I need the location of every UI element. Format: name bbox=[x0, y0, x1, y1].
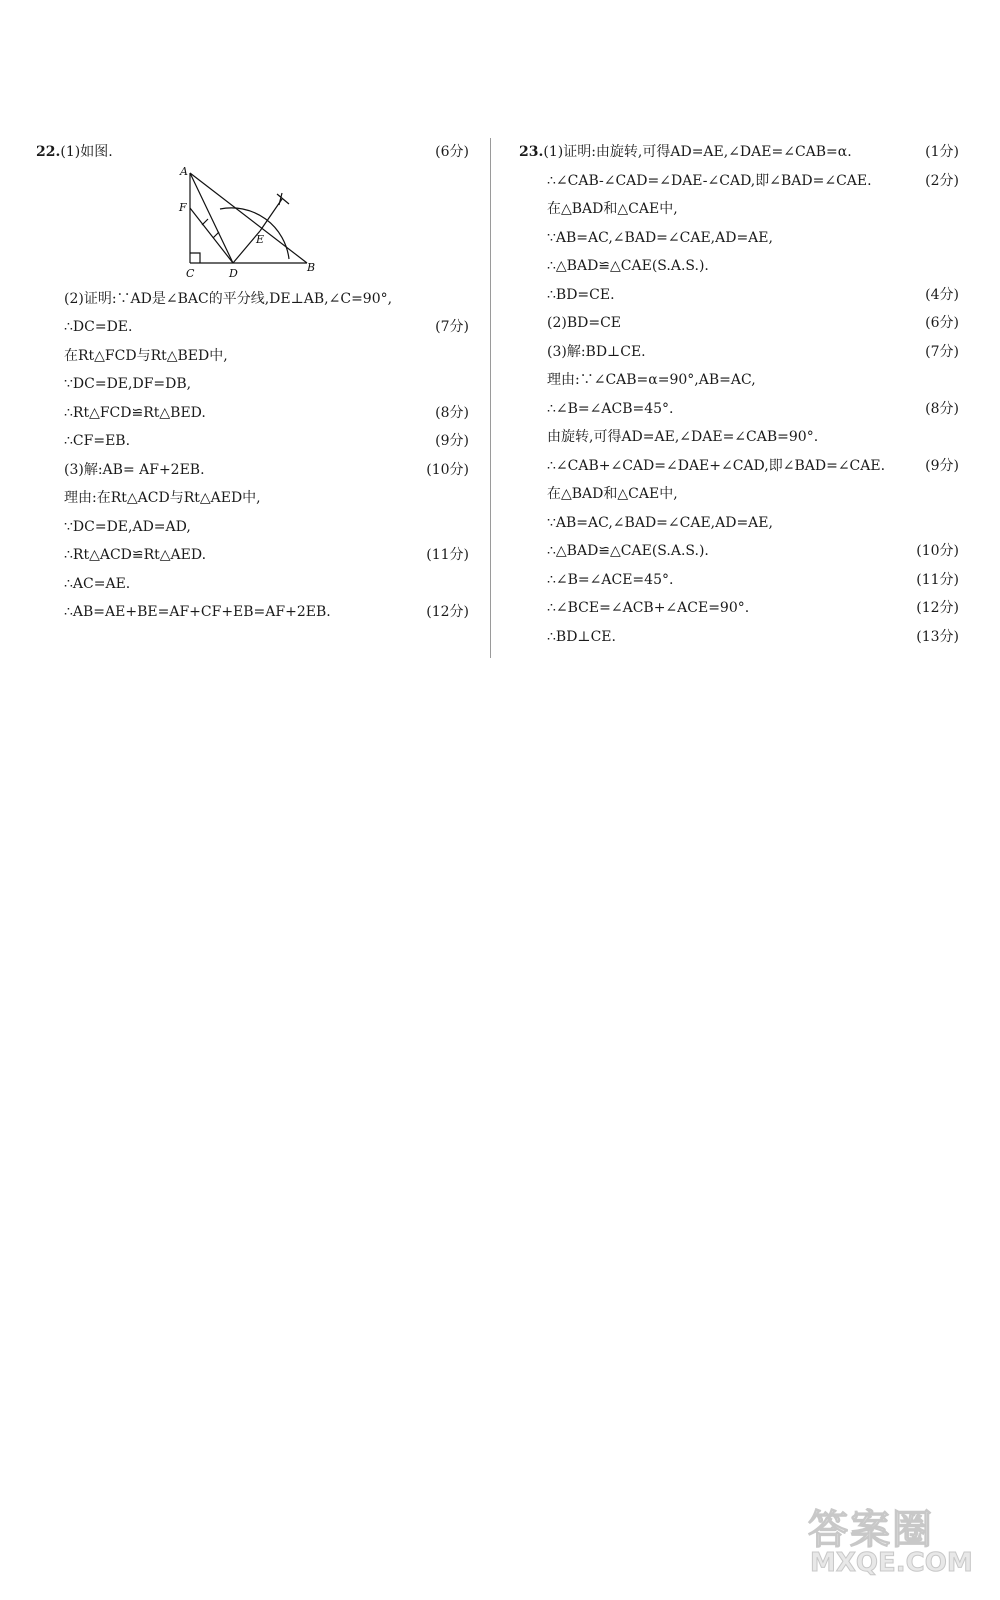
q23-number: 23. bbox=[519, 144, 544, 160]
q22-line: (3)解:AB= AF+2EB. (10分) bbox=[64, 461, 469, 478]
q23-line: ∴∠B=∠ACE=45°. (11分) bbox=[547, 571, 959, 588]
watermark-url: MXQE.COM bbox=[810, 1548, 973, 1578]
q22-line: ∴CF=EB. (9分) bbox=[64, 433, 469, 449]
label-c: C bbox=[186, 266, 195, 280]
q22-line: ∵DC=DE,AD=AD, bbox=[64, 518, 191, 535]
q22-line: ∴DC=DE. (7分) bbox=[64, 319, 469, 335]
q23-header-score: (1分) bbox=[925, 144, 959, 160]
segment-ad bbox=[190, 173, 233, 263]
column-divider bbox=[490, 138, 491, 658]
geometry-diagram bbox=[176, 167, 336, 285]
question-23 bbox=[519, 138, 959, 651]
q23-line: 在△BAD和△CAE中, bbox=[547, 486, 678, 502]
q23-line: ∴∠BCE=∠ACB+∠ACE=90°. (12分) bbox=[547, 600, 959, 616]
q22-line: ∴Rt△ACD≌Rt△AED. (11分) bbox=[64, 547, 469, 563]
q23-line: ∴BD=CE. (4分) bbox=[547, 286, 959, 303]
label-e: E bbox=[256, 232, 265, 246]
q23-line: 由旋转,可得AD=AE,∠DAE=∠CAB=90°. bbox=[547, 429, 819, 445]
q22-line: ∴Rt△FCD≌Rt△BED. (8分) bbox=[64, 404, 469, 421]
q22-line: (2)证明:∵AD是∠BAC的平分线,DE⊥AB,∠C=90°, bbox=[64, 290, 393, 307]
q22-number: 22. bbox=[36, 144, 61, 160]
q23-line: 理由:∵∠CAB=α=90°,AB=AC, bbox=[547, 372, 756, 388]
q23-line: 在△BAD和△CAE中, bbox=[547, 201, 678, 217]
q22-part1-text: (1)如图. bbox=[60, 144, 113, 160]
q23-line: ∵AB=AC,∠BAD=∠CAE,AD=AE, bbox=[547, 229, 773, 246]
q23-line: (3)解:BD⊥CE. (7分) bbox=[547, 343, 959, 360]
label-a: A bbox=[180, 166, 188, 178]
q22-header bbox=[36, 138, 469, 167]
q22-line: ∵DC=DE,DF=DB, bbox=[64, 376, 192, 392]
q22-line: 在Rt△FCD与Rt△BED中, bbox=[64, 347, 228, 364]
q22-line: ∴AB=AE+BE=AF+CF+EB=AF+2EB. (12分) bbox=[64, 604, 469, 620]
q23-line: ∴BD⊥CE. (13分) bbox=[547, 628, 959, 645]
segment-fd bbox=[190, 208, 233, 263]
q23-line: ∴∠CAB+∠CAD=∠DAE+∠CAD,即∠BAD=∠CAE. (9分) bbox=[547, 457, 959, 474]
q22-line: 理由:在Rt△ACD与Rt△AED中, bbox=[64, 490, 261, 506]
q22-header-score: (6分) bbox=[435, 144, 469, 160]
watermark bbox=[800, 1498, 980, 1588]
q23-header bbox=[519, 138, 959, 167]
q22-line: ∴AC=AE. bbox=[64, 575, 131, 592]
label-b: B bbox=[307, 260, 316, 274]
q23-line: (2)BD=CE (6分) bbox=[547, 315, 959, 331]
segment-ab bbox=[190, 173, 307, 263]
q23-part1-text: (1)证明:由旋转,可得AD=AE,∠DAE=∠CAB=α. bbox=[543, 144, 852, 160]
q23-line: ∵AB=AC,∠BAD=∠CAE,AD=AE, bbox=[547, 514, 773, 531]
q23-line: ∴∠B=∠ACB=45°. (8分) bbox=[547, 400, 959, 417]
q23-line: ∴∠CAB-∠CAD=∠DAE-∠CAD,即∠BAD=∠CAE. (2分) bbox=[547, 172, 959, 189]
construction-arc bbox=[220, 207, 289, 258]
label-d: D bbox=[229, 266, 238, 280]
watermark-logo-text: 答案圈 bbox=[808, 1507, 934, 1553]
label-f: F bbox=[179, 200, 187, 214]
question-22 bbox=[36, 138, 469, 627]
q23-line: ∴△BAD≌△CAE(S.A.S.). (10分) bbox=[547, 543, 959, 559]
q23-line: ∴△BAD≌△CAE(S.A.S.). bbox=[547, 258, 709, 274]
right-angle-mark bbox=[190, 253, 200, 263]
q22-figure bbox=[36, 167, 469, 285]
